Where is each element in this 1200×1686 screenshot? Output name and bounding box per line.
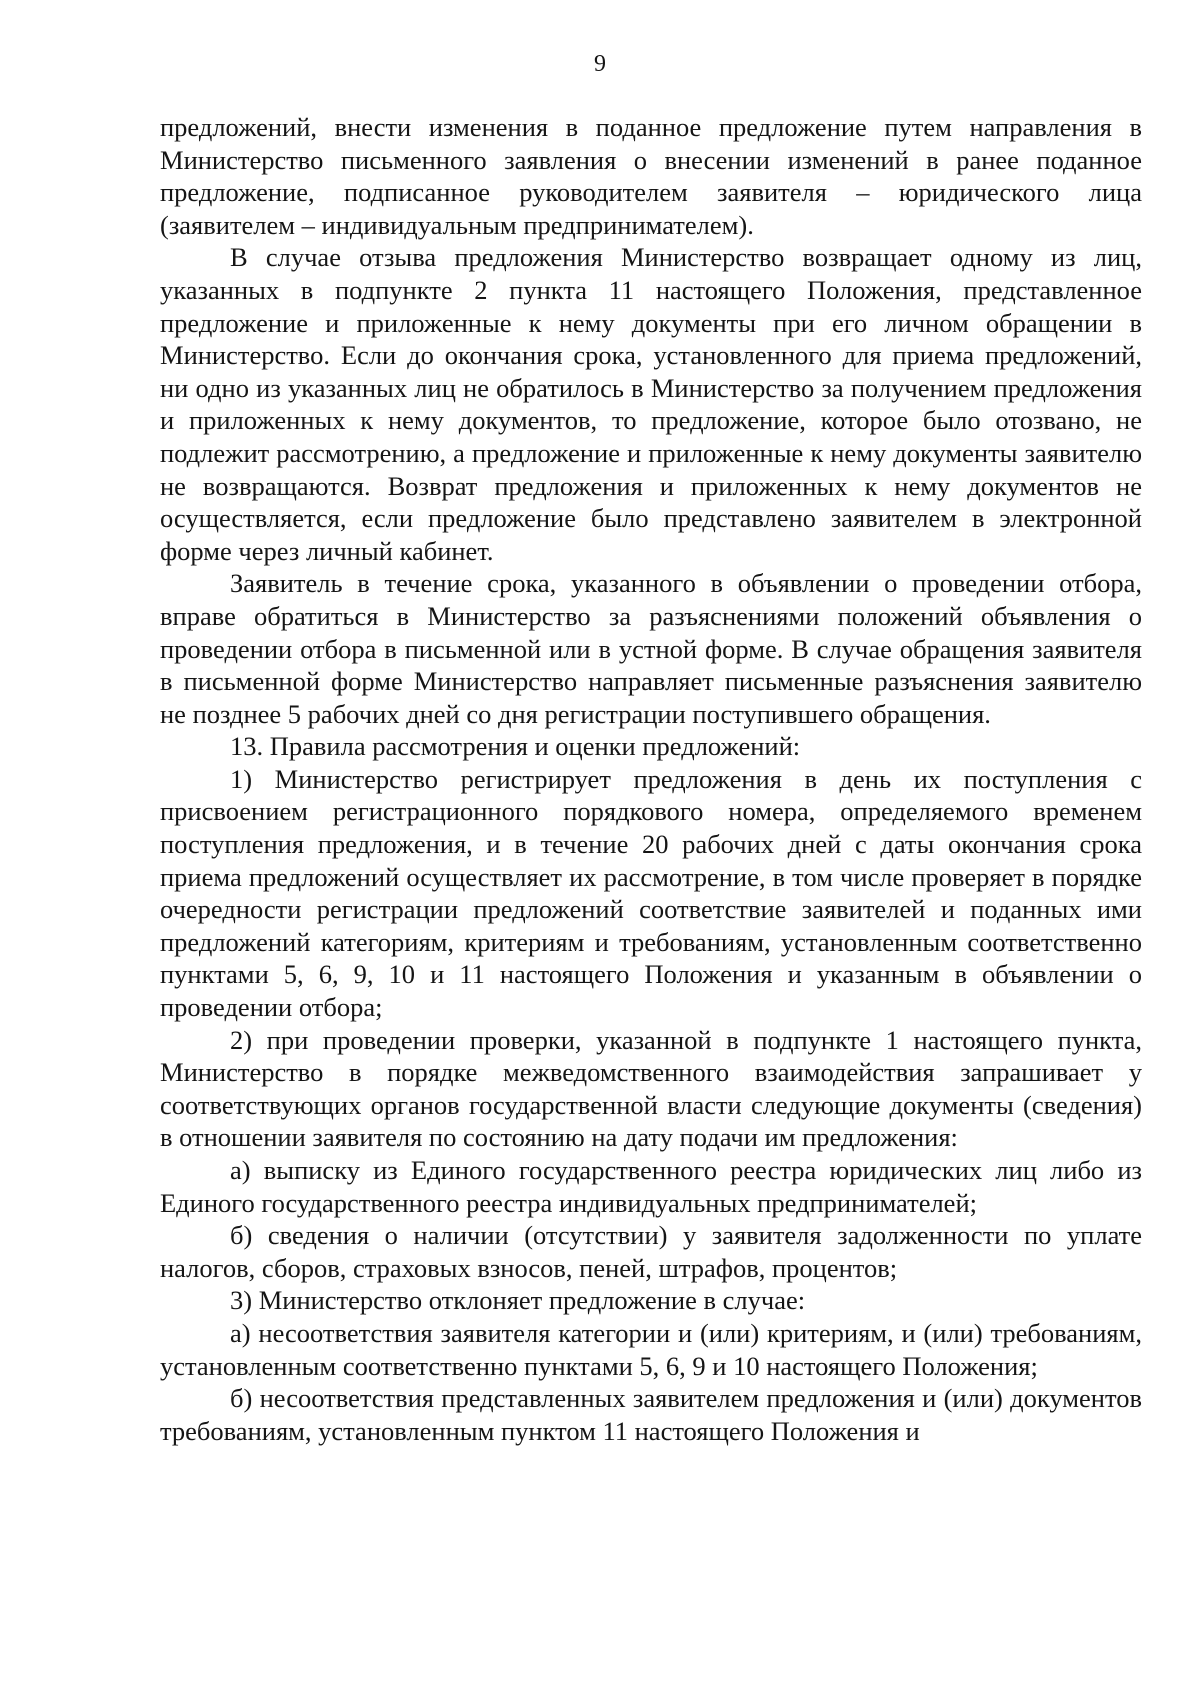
subitem-b-documents-mismatch: б) несоответствия представленных заявителем предложения и (или) документов требованиям, установленным пунктом 11 настоящего Положения и [160,1383,1142,1446]
paragraph-withdrawal: В случае отзыва предложения Министерство возвращает одному из лиц, указанных в подпункте 2 пункта 11 настоящего Положения, представленное предложение и приложенные к нему документы при его личном обращении в Министерство. Если до окончания срока, установленного для приема предложений, ни одно из указанных лиц не обратилось в Министерство за получением предложения и приложенных к нему документов, то предложение, которое было отозвано, не подлежит рассмотрению, а предложение и приложенные к нему документы заявителю не возвращаются. Возврат предложения и приложенных к нему документов не осуществляется, если предложение было представлено заявителем в электронной форме через личный кабинет. [160,242,1142,566]
paragraph-clarification-request: Заявитель в течение срока, указанного в объявлении о проведении отбора, вправе обратиться в Министерство за разъяснениями положений объявления о проведении отбора в письменной или в устной форме. В случае обращения заявителя в письменной форме Министерство направляет письменные разъяснения заявителю не позднее 5 рабочих дней со дня регистрации поступившего обращения. [160,568,1142,729]
page-number: 9 [594,51,606,77]
document-body [160,111,1142,1447]
item-1-registration: 1) Министерство регистрирует предложения в день их поступления с присвоением регистрационного порядкового номера, определяемого временем поступления предложения, и в течение 20 рабочих дней с даты окончания срока приема предложений осуществляет их рассмотрение, в том числе проверяет в порядке очередности регистрации предложений соответствие заявителей и поданных ими предложений категориям, критериям и требованиям, установленным соответственно пунктами 5, 6, 9, 10 и 11 настоящего Положения и указанным в объявлении о проведении отбора; [160,763,1142,1023]
paragraph-continuation: предложений, внести изменения в поданное предложение путем направления в Министерство письменного заявления о внесении изменений в ранее поданное предложение, подписанное руководителем заявителя – юридического лица (заявителем – индивидуальным предпринимателем). [160,112,1142,240]
subitem-a-criteria-mismatch: а) несоответствия заявителя категории и (или) критериям, и (или) требованиям, установленным соответственно пунктами 5, 6, 9 и 10 настоящего Положения; [160,1317,1142,1381]
item-3-rejection: 3) Министерство отклоняет предложение в случае: [230,1285,806,1316]
section-13-heading: 13. Правила рассмотрения и оценки предложений: [230,731,801,762]
item-2-interagency-request: 2) при проведении проверки, указанной в подпункте 1 настоящего пункта, Министерство в порядке межведомственного взаимодействия запрашивает у соответствующих органов государственной власти следующие документы (сведения) в отношении заявителя по состоянию на дату подачи им предложения: [160,1024,1142,1153]
subitem-b-tax-debt-info: б) сведения о наличии (отсутствии) у заявителя задолженности по уплате налогов, сборов, страховых взносов, пеней, штрафов, процентов; [160,1220,1142,1283]
subitem-a-registry-extract: а) выписку из Единого государственного реестра юридических лиц либо из Единого государственного реестра индивидуальных предпринимателей; [160,1155,1142,1218]
